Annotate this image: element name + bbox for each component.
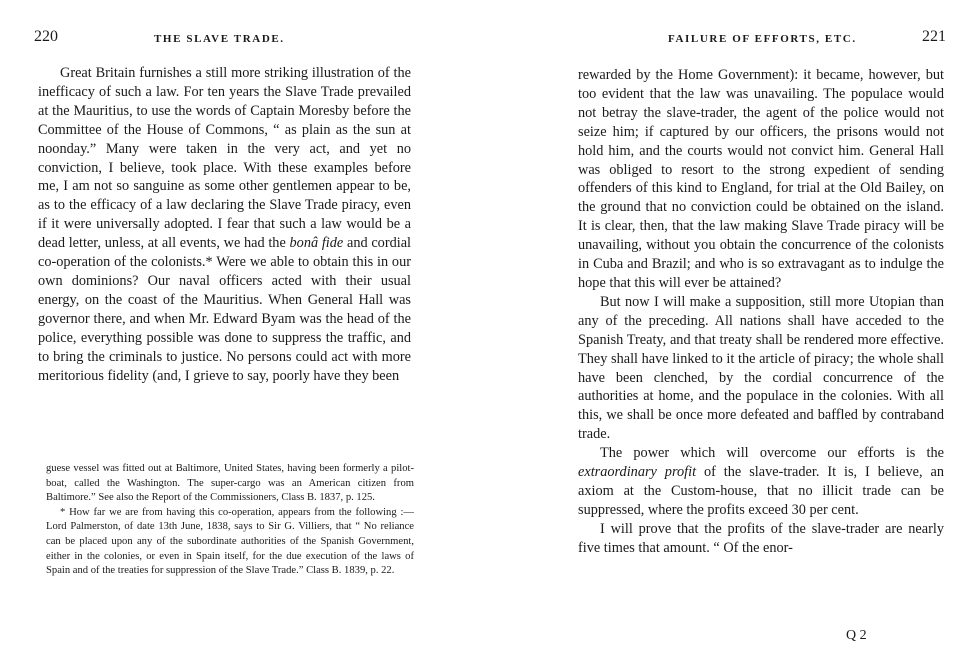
paragraph-text: of the slave-trader. It is, I believe, an axiom at the Custom-house, that no illicit trade can be suppressed, where the profits exceed 30 per cent. <box>578 464 944 518</box>
paragraph-text: rewarded by the Home Government): it became, however, but too evident that the law was unavailing. The populace would not betray the slave-trader, the agent of the police would not seize him; if captured by our officers, the prisons would not hold him, and the courts would not convict him. General Hall was obliged to resort to the strong expedient of sending offenders of this kind to England, for trial at the Old Bailey, on the ground that no conviction could be obtained on the island. It is clear, then, that the law making Slave Trade piracy will be unavailing, without you obtain the concurrence of the colonists in Cuba and Brazil; and who is so extravagant as to indulge the hope that this will ever be attained? <box>578 67 944 291</box>
paragraph <box>578 66 944 293</box>
running-title: THE SLAVE TRADE. <box>154 33 285 45</box>
page-number: 220 <box>34 28 58 45</box>
paragraph-text: But now I will make a supposition, still more Utopian than any of the preceding. All nations shall have acceded to the Spanish Treaty, and that treaty shall be rendered more effective. They shall have linked to it the article of piracy; the whole shall have been clenched, by the cordial concurrence of the authorities at home, and the populace in the colonies. With all this, we shall be once more defeated and baffled by contraband trade. <box>578 293 944 443</box>
paragraph-text: and cordial co-operation of the colonists.* Were we able to obtain this in our own dominions? Our naval officers acted with their usual energy, on the coast of the Mauritius. When General Hall was governor there, and when Mr. Edward Byam was the head of the police, everything possible was done to suppress the traffic, and to bring the criminals to justice. No persons could act with more meritorious fidelity (and, I grieve to say, poorly have they been <box>38 235 412 384</box>
italic-text: extraordinary profit <box>578 464 697 481</box>
paragraph <box>578 520 944 558</box>
running-title: FAILURE OF EFFORTS, ETC. <box>668 33 857 45</box>
body-text <box>38 64 411 385</box>
paragraph-text: I will prove that the profits of the slave-trader are nearly five times that amount. “ Of the enor- <box>578 520 944 556</box>
paragraph-text: Great Britain furnishes a still more striking illustration of the inefficacy of such a law. For ten years the Slave Trade prevailed at the Mauritius, to use the words of Captain Moresby before the Committee of the House of Commons, “ as plain as the sun at noonday.” Many were taken in the very act, and yet no conviction, I believe, took place. With these examples before me, I am not so sanguine as some other gentlemen appear to be, as to the efficacy of a law declaring the Slave Trade piracy, even if it were universally adopted. I fear that such a law would be a dead letter, unless, at all events, we had the <box>38 65 411 252</box>
footnote: * How far we are from having this co-operation, appears from the following :—Lord Palmerston, of date 13th June, 1838, says to Sir G. Villiers, that “ No reliance can be placed upon any of the subordinate authorities of the Spanish Government, either in the colonies, or even in Spain itself, for the due execution of the laws of Spain and of the treaties for suppression of the Slave Trade.” Class B. 1839, p. 22. <box>46 506 414 577</box>
page-number: 221 <box>922 28 946 45</box>
paragraph <box>578 444 944 520</box>
right-page <box>490 0 980 672</box>
paragraph <box>578 293 944 444</box>
italic-text: bonâ fide <box>289 235 344 252</box>
footnote: guese vessel was fitted out at Baltimore, United States, having been formerly a pilot-boat, called the Washington. The super-cargo was an American citizen from Baltimore.” See also the Report of the Commissioners, Class B. 1837, p. 125. <box>46 463 414 504</box>
body-text <box>578 66 944 558</box>
paragraph <box>38 64 411 385</box>
signature-mark: Q 2 <box>846 628 867 643</box>
paragraph-text: The power which will overcome our efforts is the <box>600 445 944 462</box>
footnotes <box>46 462 414 579</box>
